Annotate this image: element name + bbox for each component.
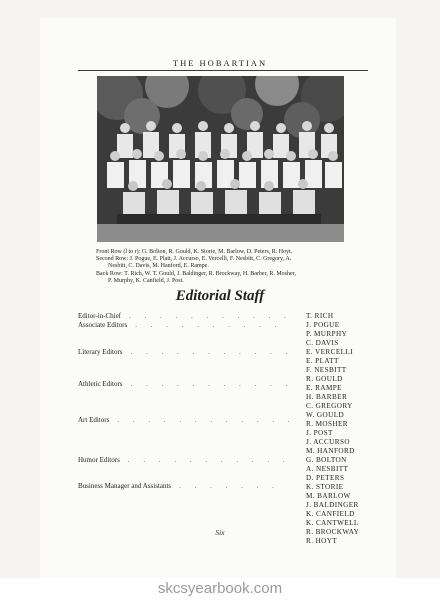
staff-name: K. STORIE — [306, 483, 344, 491]
staff-name: J. POST — [306, 429, 333, 437]
caption-back-row-cont: P. Murphy, K. Canfield, J. Post. — [108, 277, 184, 284]
staff-name: H. BARBER — [306, 393, 348, 401]
staff-name: M. HANFORD — [306, 447, 355, 455]
role-label: Associate Editors — [78, 321, 128, 329]
staff-name: F. NESBITT — [306, 366, 347, 374]
staff-name: W. GOULD — [306, 411, 345, 419]
staff-name: R. BROCKWAY — [306, 528, 360, 536]
staff-name: J. ACCURSO — [306, 438, 350, 446]
staff-name: G. BOLTON — [306, 456, 347, 464]
role-label: Athletic Editors — [78, 380, 123, 388]
leader-dots: . . . . . . . . . . . — [129, 312, 292, 320]
leader-dots: . . . . . . . . . . . . — [117, 416, 296, 424]
staff-name: D. PETERS — [306, 474, 345, 482]
role-row — [78, 380, 308, 389]
caption-second-row: Second Row: J. Pogue, E. Platt, J. Accurso, E. Vercelli, F. Nesbitt, C. Gregory, A. — [96, 256, 292, 263]
staff-name: K. CANFIELD — [306, 510, 355, 518]
role-label: Literary Editors — [78, 348, 123, 356]
leader-dots: . . . . . . . — [179, 482, 280, 490]
role-label: Humor Editors — [78, 456, 120, 464]
header-rule — [78, 70, 368, 71]
role-label: Business Manager and Assistants — [78, 482, 172, 490]
staff-name: M. BARLOW — [306, 492, 351, 500]
group-photo-icon — [97, 76, 344, 242]
site-watermark: skcsyearbook.com — [0, 578, 440, 600]
running-head: THE HOBARTIAN — [172, 58, 268, 68]
staff-name: E. RAMPE — [306, 384, 342, 392]
role-label: Editor-in-Chief — [78, 312, 122, 320]
caption-second-row-cont: Nesbitt, C. Davis, M. Hanford, E. Rampe. — [108, 263, 209, 270]
staff-name: R. MOSHER — [306, 420, 348, 428]
staff-name: R. GOULD — [306, 375, 343, 383]
role-row — [78, 416, 308, 425]
photo-caption — [96, 249, 376, 285]
page-number: Six — [215, 528, 225, 537]
staff-name: K. CANTWELL — [306, 519, 359, 527]
role-row — [78, 482, 308, 491]
caption-back-row: Back Row: T. Rich, W. T. Gould, J. Baldinger, R. Brockway, H. Barber, R. Mosher, — [96, 270, 296, 277]
staff-name: R. HOYT — [306, 537, 338, 545]
leader-dots: . . . . . . . . . . — [135, 321, 283, 329]
leader-dots: . . . . . . . . . . . — [130, 348, 294, 356]
role-row — [78, 321, 308, 330]
group-photo — [97, 76, 344, 242]
staff-name: C. GREGORY — [306, 402, 353, 410]
staff-name: T. RICH — [306, 312, 334, 320]
staff-name: C. DAVIS — [306, 339, 339, 347]
leader-dots: . . . . . . . . . . . — [127, 456, 291, 464]
role-row — [78, 456, 308, 465]
staff-name: P. MURPHY — [306, 330, 348, 338]
staff-name: E. PLATT — [306, 357, 339, 365]
staff-name: E. VERCELLI — [306, 348, 353, 356]
staff-name: A. NESBITT — [306, 465, 349, 473]
role-label: Art Editors — [78, 416, 110, 424]
staff-name: J. BALDINGER — [306, 501, 359, 509]
role-row — [78, 312, 308, 321]
staff-name: J. POGUE — [306, 321, 340, 329]
role-row — [78, 348, 308, 357]
section-title: Editorial Staff — [175, 288, 265, 304]
caption-front-row: Front Row (l to r): G. Bolton, R. Gould, K. Storie, M. Barlow, D. Peters, R. Hoyt. — [96, 249, 293, 255]
leader-dots: . . . . . . . . . . . — [130, 380, 294, 388]
